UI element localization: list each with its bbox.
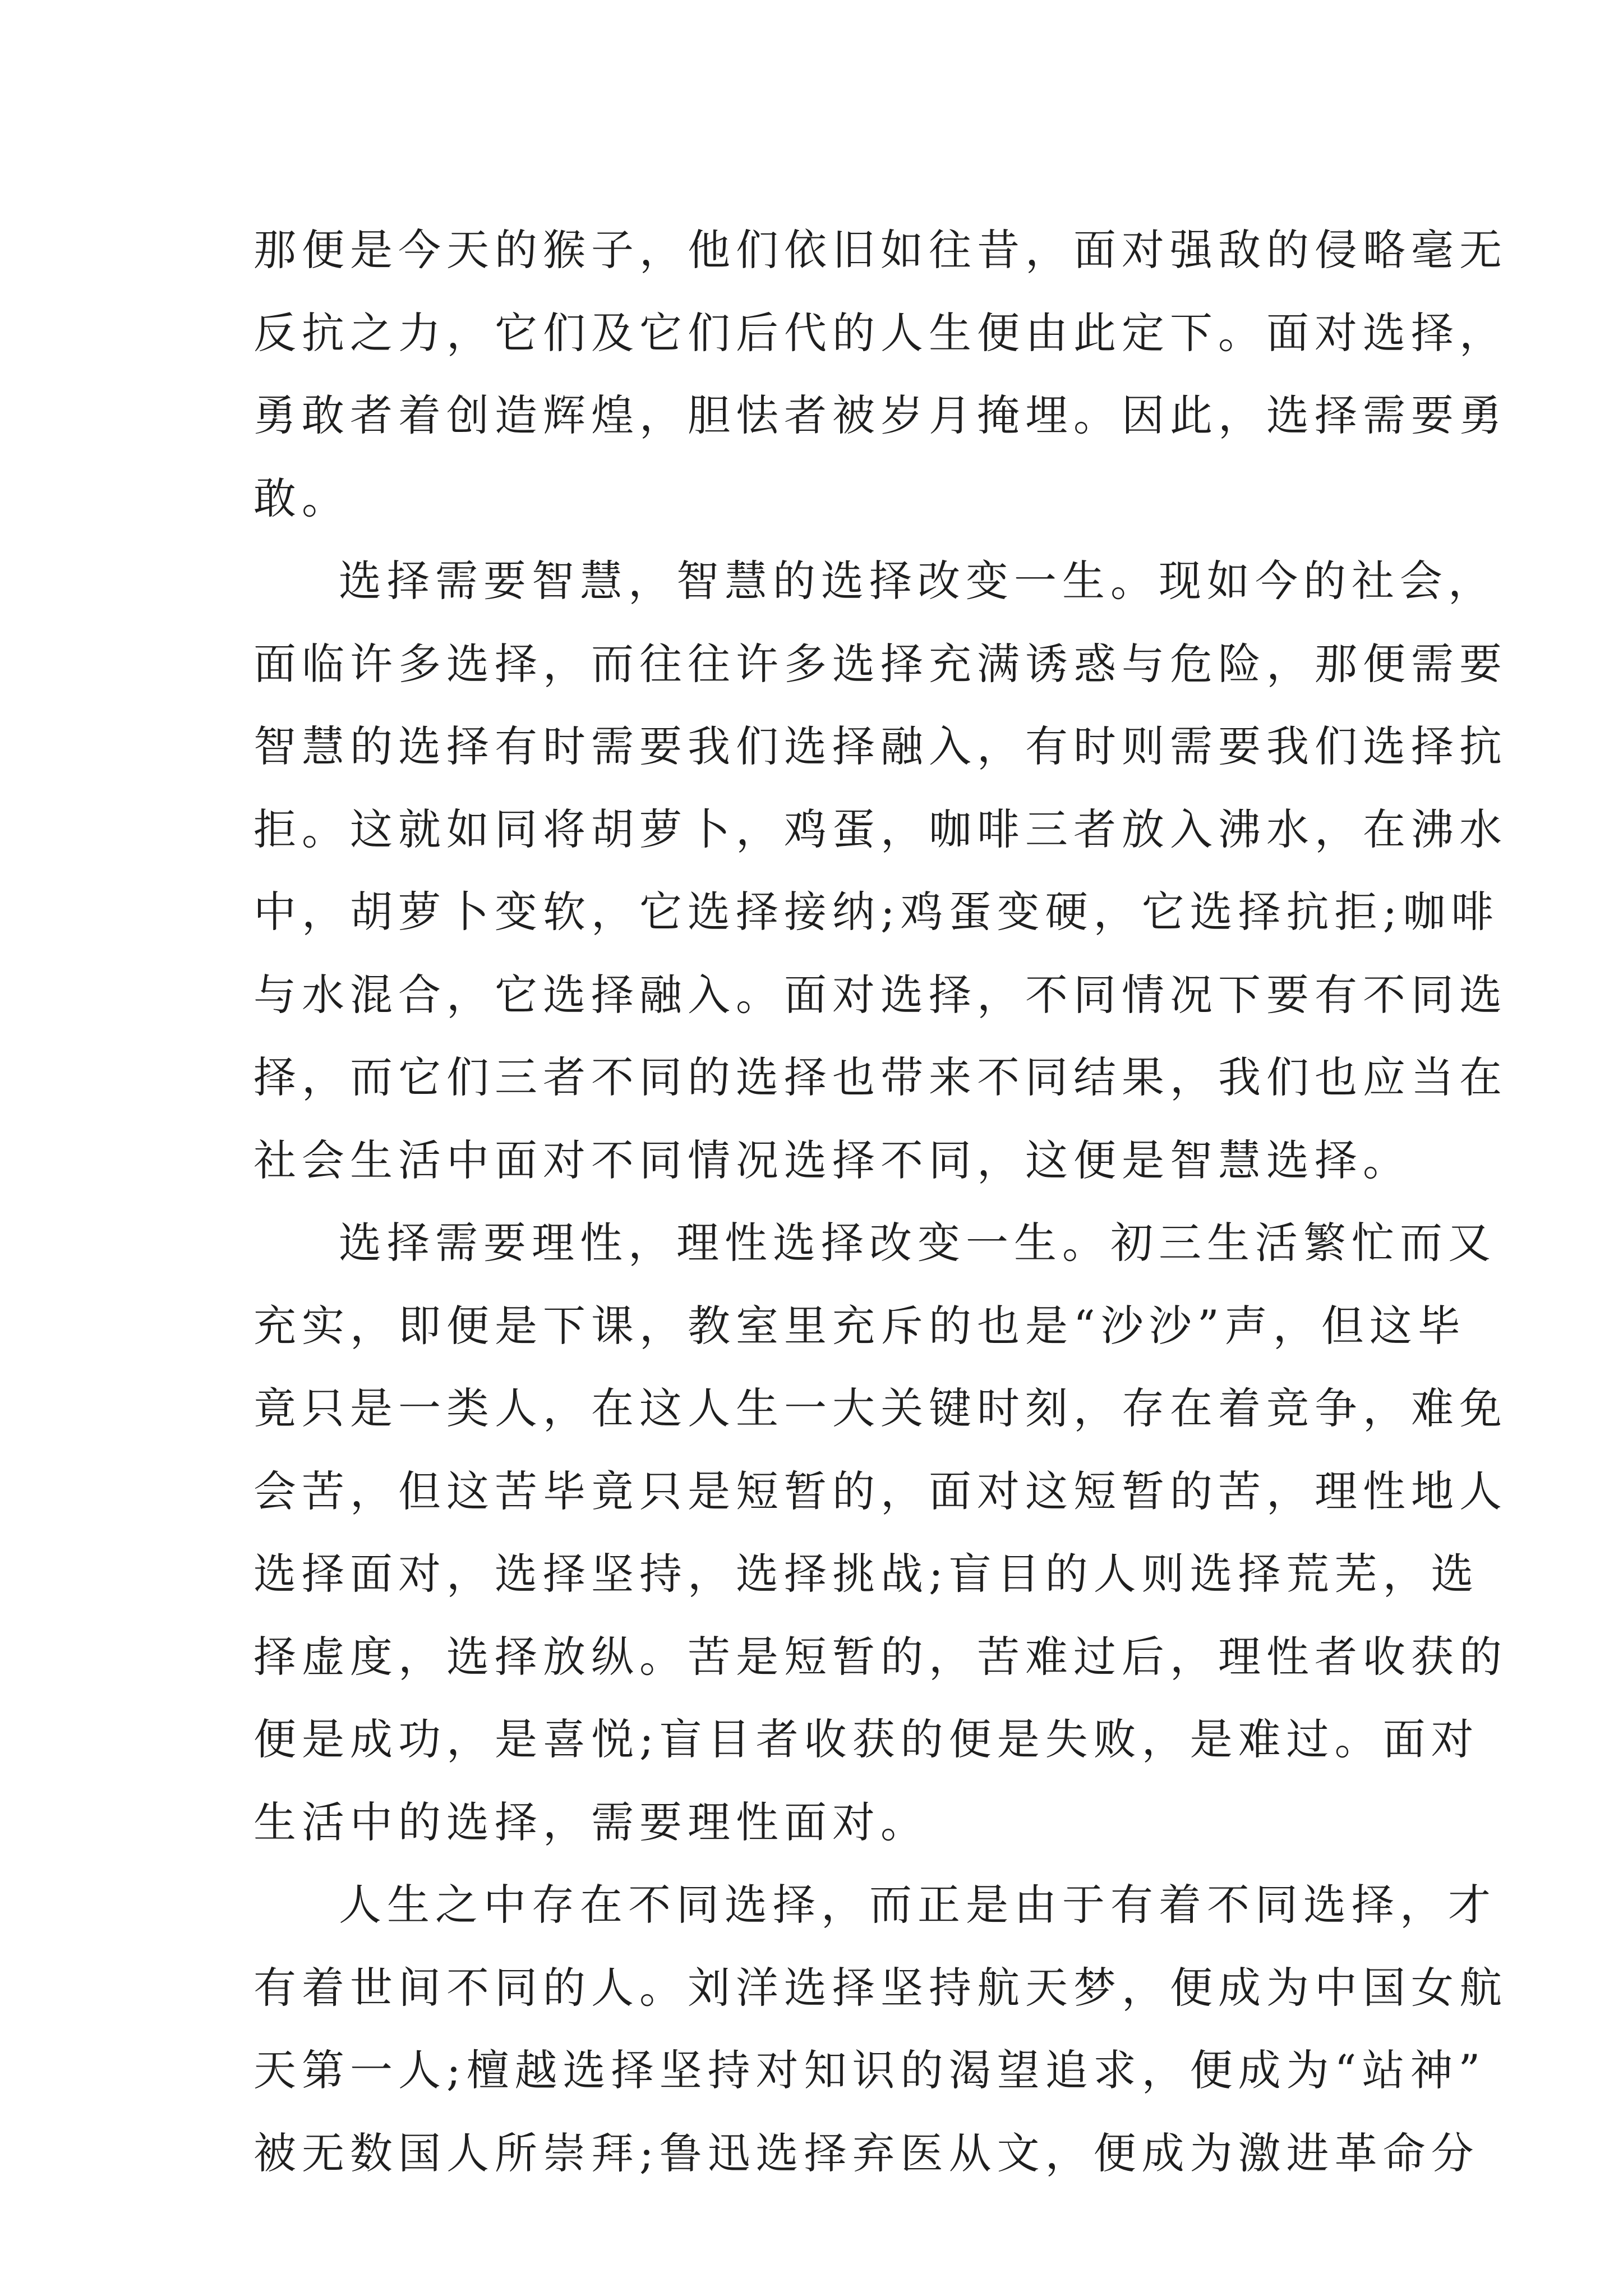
text-line: 择虚度，选择放纵。苦是短暂的，苦难过后，理性者收获的 [253, 1631, 1507, 1682]
text-line: 中，胡萝卜变软，它选择接纳;鸡蛋变硬，它选择抗拒;咖啡 [253, 887, 1500, 937]
text-line: 那便是今天的猴子，他们依旧如往昔，面对强敌的侵略毫无 [253, 225, 1507, 275]
text-line: 生活中的选择，需要理性面对。 [253, 1797, 929, 1847]
text-line: 选择面对，选择坚持，选择挑战;盲目的人则选择荒芜，选 [253, 1549, 1479, 1599]
text-line: 有着世间不同的人。刘洋选择坚持航天梦，便成为中国女航 [253, 1962, 1507, 2013]
text-line: 反抗之力，它们及它们后代的人生便由此定下。面对选择， [253, 307, 1507, 358]
text-line: 敢。 [253, 473, 350, 523]
text-line: 竟只是一类人，在这人生一大关键时刻，存在着竞争，难免 [253, 1383, 1507, 1433]
text-line: 充实，即便是下课，教室里充斥的也是“沙沙”声，但这毕 [253, 1300, 1466, 1351]
text-line: 智慧的选择有时需要我们选择融入，有时则需要我们选择抗 [253, 721, 1507, 771]
text-line: 会苦，但这苦毕竟只是短暂的，面对这短暂的苦，理性地人 [253, 1466, 1507, 1516]
text-line: 择，而它们三者不同的选择也带来不同结果，我们也应当在 [253, 1052, 1507, 1102]
text-line: 被无数国人所崇拜;鲁迅选择弃医从文，便成为激进革命分 [253, 2128, 1479, 2178]
text-line: 社会生活中面对不同情况选择不同，这便是智慧选择。 [253, 1135, 1411, 1185]
paragraph-start-line: 选择需要理性，理性选择改变一生。初三生活繁忙而又 [339, 1218, 1496, 1268]
text-line: 面临许多选择，而往往许多选择充满诱惑与危险，那便需要 [253, 638, 1507, 689]
paragraph-start-line: 选择需要智慧，智慧的选择改变一生。现如今的社会， [339, 556, 1496, 606]
text-line: 便是成功，是喜悦;盲目者收获的便是失败，是难过。面对 [253, 1714, 1479, 1764]
paragraph-start-line: 人生之中存在不同选择，而正是由于有着不同选择，才 [339, 1880, 1496, 1930]
text-line: 勇敢者着创造辉煌，胆怯者被岁月掩埋。因此，选择需要勇 [253, 390, 1507, 440]
text-line: 拒。这就如同将胡萝卜，鸡蛋，咖啡三者放入沸水，在沸水 [253, 804, 1507, 854]
text-line: 天第一人;檀越选择坚持对知识的渴望追求，便成为“站神” [253, 2045, 1486, 2095]
text-line: 与水混合，它选择融入。面对选择，不同情况下要有不同选 [253, 969, 1507, 1020]
body-text [253, 209, 1507, 2194]
